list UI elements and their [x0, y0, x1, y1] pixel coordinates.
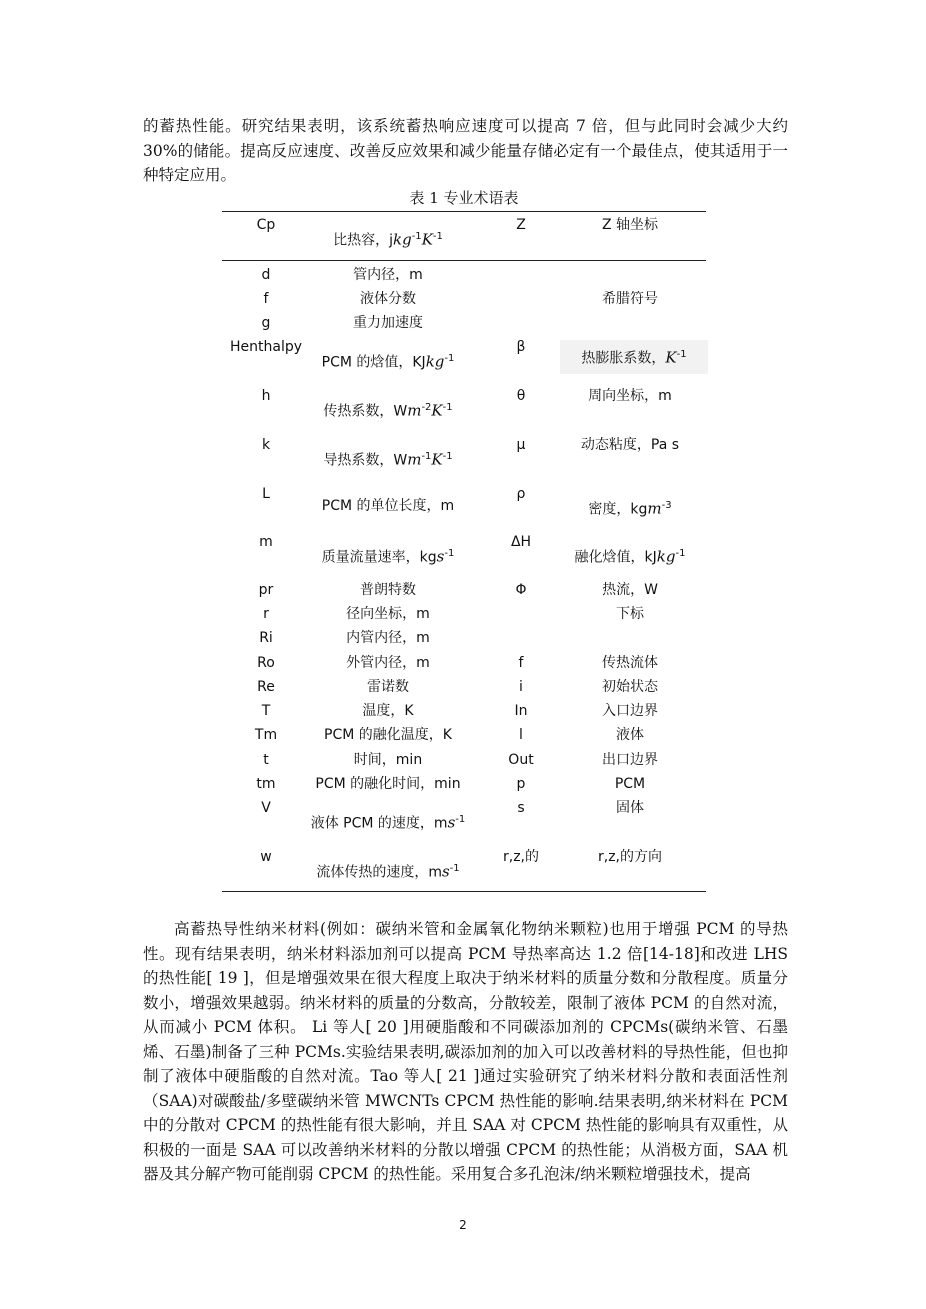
- description-cell: [300, 581, 476, 599]
- unit-exponent: -1: [432, 231, 443, 242]
- symbol-text: r: [263, 606, 269, 622]
- symbol-text: tm: [256, 776, 276, 792]
- description-cell: [560, 848, 700, 866]
- description-text: 出口边界: [602, 752, 658, 768]
- description-cell: [300, 751, 476, 769]
- unit-symbol: K: [421, 230, 433, 249]
- description-text: PCM: [614, 776, 646, 792]
- unit-symbol: K: [431, 450, 443, 469]
- description-cell: [300, 629, 476, 647]
- symbol-cell: [222, 751, 310, 769]
- unit-symbol: m: [407, 401, 422, 420]
- description-cell: [300, 228, 476, 250]
- symbol-text: pr: [258, 582, 274, 598]
- description-text: 流体传热的速度，m: [316, 864, 442, 881]
- table-header-rule: [222, 260, 706, 261]
- description-cell: [560, 340, 708, 374]
- description-cell: [300, 775, 476, 793]
- unit-symbol: kg: [393, 230, 412, 249]
- description-text: 普朗特数: [360, 582, 416, 598]
- description-cell: [300, 654, 476, 672]
- symbol-text: s: [517, 800, 525, 816]
- symbol-cell: [222, 485, 310, 503]
- symbol-text: θ: [516, 388, 526, 404]
- description-cell: [560, 702, 700, 720]
- unit-exponent: -1: [442, 451, 453, 462]
- unit-exponent: -1: [444, 548, 455, 559]
- unit-symbol: s: [447, 813, 456, 832]
- symbol-cell: [222, 799, 310, 817]
- description-cell: [560, 581, 700, 599]
- description-text: 导热系数，W: [323, 452, 408, 469]
- description-cell: [560, 775, 700, 793]
- description-text: 融化焓值，kJ: [574, 549, 657, 566]
- description-cell: [300, 678, 476, 696]
- symbol-cell: [488, 387, 554, 405]
- symbol-text: d: [261, 267, 271, 283]
- unit-exponent: -1: [449, 863, 460, 874]
- symbol-cell: [222, 726, 310, 744]
- description-text: 温度，K: [362, 703, 414, 719]
- unit-symbol: m: [647, 499, 662, 518]
- symbol-text: Out: [508, 752, 534, 768]
- description-text: r,z,的方向: [597, 849, 662, 865]
- unit-exponent: -1: [442, 402, 453, 413]
- description-text: 液体分数: [360, 291, 416, 307]
- symbol-cell: [488, 581, 554, 599]
- symbol-cell: [488, 533, 554, 551]
- description-text: 传热系数，W: [323, 403, 408, 420]
- description-text: 密度，kg: [588, 501, 648, 518]
- symbol-cell: [488, 678, 554, 696]
- symbol-cell: [488, 216, 554, 234]
- description-text: PCM 的焓值，KJ: [321, 354, 426, 371]
- unit-exponent: -1: [421, 451, 432, 462]
- symbol-text: i: [519, 679, 523, 695]
- symbol-cell: [488, 775, 554, 793]
- symbol-text: t: [263, 752, 269, 768]
- unit-exponent: -1: [411, 231, 422, 242]
- symbol-cell: [222, 848, 310, 866]
- symbol-cell: [488, 436, 554, 454]
- description-text: 内管内径，m: [346, 630, 430, 646]
- symbol-cell: [222, 605, 310, 623]
- unit-symbol: kg: [425, 352, 445, 371]
- symbol-text: L: [262, 486, 270, 502]
- description-cell: [560, 436, 700, 454]
- description-text: 比热容，j: [333, 232, 393, 249]
- unit-exponent: -1: [676, 349, 687, 360]
- symbol-text: Ro: [257, 655, 275, 671]
- unit-symbol: K: [665, 348, 677, 367]
- description-cell: [560, 497, 700, 519]
- unit-exponent: -1: [444, 353, 455, 364]
- symbol-cell: [488, 702, 554, 720]
- description-cell: [560, 216, 700, 234]
- description-text: 动态粘度，Pa s: [580, 437, 680, 453]
- description-cell: [560, 678, 700, 696]
- table-top-rule: [222, 211, 706, 212]
- symbol-text: m: [259, 534, 273, 550]
- symbol-text: Henthalpy: [229, 339, 303, 355]
- description-cell: [300, 811, 476, 833]
- description-text: Z 轴坐标: [601, 217, 659, 233]
- description-cell: [300, 702, 476, 720]
- symbol-cell: [222, 629, 310, 647]
- symbol-text: In: [514, 703, 528, 719]
- symbol-cell: [222, 775, 310, 793]
- symbol-text: Φ: [515, 582, 527, 598]
- symbol-cell: [222, 654, 310, 672]
- symbol-text: Ri: [259, 630, 273, 646]
- description-cell: [300, 266, 476, 284]
- description-cell: [560, 654, 700, 672]
- description-text: 液体: [616, 727, 644, 743]
- description-cell: [560, 290, 700, 308]
- symbol-text: r,z,的: [502, 849, 539, 865]
- symbol-text: Re: [257, 679, 275, 695]
- description-text: 时间，min: [353, 752, 423, 768]
- symbol-cell: [488, 799, 554, 817]
- symbol-text: l: [519, 727, 523, 743]
- description-text: PCM 的融化温度，K: [324, 727, 452, 743]
- description-cell: [560, 726, 700, 744]
- description-text: 下标: [616, 606, 644, 622]
- body-paragraph: 高蓄热导性纳米材料(例如：碳纳米管和金属氧化物纳米颗粒)也用于增强 PCM 的导热性。现有结果表明，纳米材料添加剂可以提高 PCM 导热率高达 1.2 倍[14-18]和改进 LHS 的热性能[ 19 ]，但是增强效果在很大程度上取决于纳米材料的质量分数和分散程度。质量分数小，增强效果越弱。纳米材料的质量的分数高，分散较差，限制了液体 PCM 的自然对流，从而减小 PCM 体积。 Li 等人[ 20 ]用硬脂酸和不同碳添加剂的 CPCMs(碳纳米管、石墨烯、石墨)制备了三种 PCMs.实验结果表明,碳添加剂的加入可以改善材料的导热性能，但也抑制了液体中硬脂酸的自然对流。Tao 等人[ 21 ]通过实验研究了纳米材料分散和表面活性剂（SAA)对碳酸盐/多壁碳纳米管 MWCNTs CPCM 热性能的影响.结果表明,纳米材料在 PCM 中的分散对 CPCM 的热性能有很大影响，并且 SAA 对 CPCM 热性能的影响具有双重性，从积极的一面是 SAA 可以改善纳米材料的分散以增强 CPCM 的热性能；从消极方面，SAA 机器及其分解产物可能削弱 CPCM 的热性能。采用复合多孔泡沫/纳米颗粒增强技术，提高: [143, 920, 788, 1183]
- symbol-text: μ: [516, 437, 526, 453]
- symbol-text: ΔH: [510, 534, 532, 550]
- unit-symbol: s: [436, 547, 445, 566]
- description-cell: [300, 860, 476, 882]
- description-text: 径向坐标，m: [346, 606, 430, 622]
- description-cell: [300, 448, 476, 470]
- symbol-text: V: [261, 800, 271, 816]
- symbol-text: p: [516, 776, 526, 792]
- unit-exponent: -2: [421, 402, 432, 413]
- unit-exponent: -1: [455, 814, 466, 825]
- symbol-text: k: [261, 437, 271, 453]
- symbol-cell: [488, 338, 554, 356]
- description-cell: [300, 497, 476, 515]
- description-text: 初始状态: [602, 679, 658, 695]
- symbol-text: Z: [516, 217, 526, 233]
- unit-symbol: K: [431, 401, 443, 420]
- table-caption: 表 1 专业术语表: [409, 189, 519, 207]
- description-text: PCM 的融化时间，min: [315, 776, 461, 792]
- symbol-cell: [488, 751, 554, 769]
- symbol-text: g: [261, 315, 271, 331]
- symbol-text: β: [516, 339, 526, 355]
- description-cell: [300, 314, 476, 332]
- symbol-text: T: [261, 703, 271, 719]
- symbol-cell: [222, 702, 310, 720]
- symbol-text: w: [260, 849, 272, 865]
- description-text: 外管内径，m: [346, 655, 430, 671]
- unit-exponent: -3: [661, 500, 672, 511]
- description-text: 入口边界: [602, 703, 658, 719]
- description-text: 重力加速度: [353, 315, 423, 331]
- symbol-text: Cp: [256, 217, 276, 233]
- description-cell: [300, 545, 476, 567]
- symbol-cell: [222, 314, 310, 332]
- symbol-cell: [488, 654, 554, 672]
- description-text: 希腊符号: [602, 291, 658, 307]
- description-text: 管内径，m: [353, 267, 423, 283]
- description-cell: [300, 350, 476, 372]
- description-text: 热流，W: [602, 582, 658, 598]
- symbol-cell: [488, 848, 554, 866]
- description-cell: [560, 751, 700, 769]
- description-text: 质量流量速率，kg: [321, 549, 437, 566]
- symbol-cell: [222, 387, 310, 405]
- description-cell: [560, 545, 700, 567]
- symbol-cell: [222, 533, 310, 551]
- symbol-cell: [222, 216, 310, 234]
- description-cell: [560, 799, 700, 817]
- page-number: 2: [459, 1218, 467, 1232]
- symbol-cell: [222, 581, 310, 599]
- description-cell: [300, 290, 476, 308]
- description-cell: [560, 605, 700, 623]
- unit-exponent: -1: [675, 548, 686, 559]
- description-text: 液体 PCM 的速度，m: [310, 815, 448, 832]
- symbol-cell: [222, 266, 310, 284]
- symbol-text: h: [261, 388, 271, 404]
- symbol-text: Tm: [254, 727, 278, 743]
- unit-symbol: m: [407, 450, 422, 469]
- unit-symbol: kg: [656, 547, 676, 566]
- description-text: 传热流体: [602, 655, 658, 671]
- description-cell: [300, 726, 476, 744]
- symbol-cell: [222, 678, 310, 696]
- description-cell: [560, 387, 700, 405]
- intro-paragraph: 的蓄热性能。研究结果表明，该系统蓄热响应速度可以提高 7 倍，但与此同时会减少大约 30%的储能。提高反应速度、改善反应效果和减少能量存储必定有一个最佳点，使其适用于一种特定应用。: [143, 117, 788, 184]
- symbol-cell: [488, 485, 554, 503]
- description-text: 固体: [616, 800, 644, 816]
- description-text: 周向坐标，m: [588, 388, 672, 404]
- symbol-text: f: [263, 291, 269, 307]
- description-text: PCM 的单位长度，m: [321, 498, 455, 514]
- symbol-cell: [488, 726, 554, 744]
- description-cell: [300, 399, 476, 421]
- unit-symbol: s: [441, 862, 450, 881]
- symbol-cell: [222, 338, 310, 356]
- description-text: 热膨胀系数，: [581, 350, 666, 367]
- description-cell: [300, 605, 476, 623]
- symbol-cell: [222, 290, 310, 308]
- symbol-text: ρ: [516, 486, 526, 502]
- table-bottom-rule: [222, 891, 706, 892]
- symbol-text: f: [518, 655, 524, 671]
- symbol-cell: [222, 436, 310, 454]
- description-text: 雷诺数: [367, 679, 409, 695]
